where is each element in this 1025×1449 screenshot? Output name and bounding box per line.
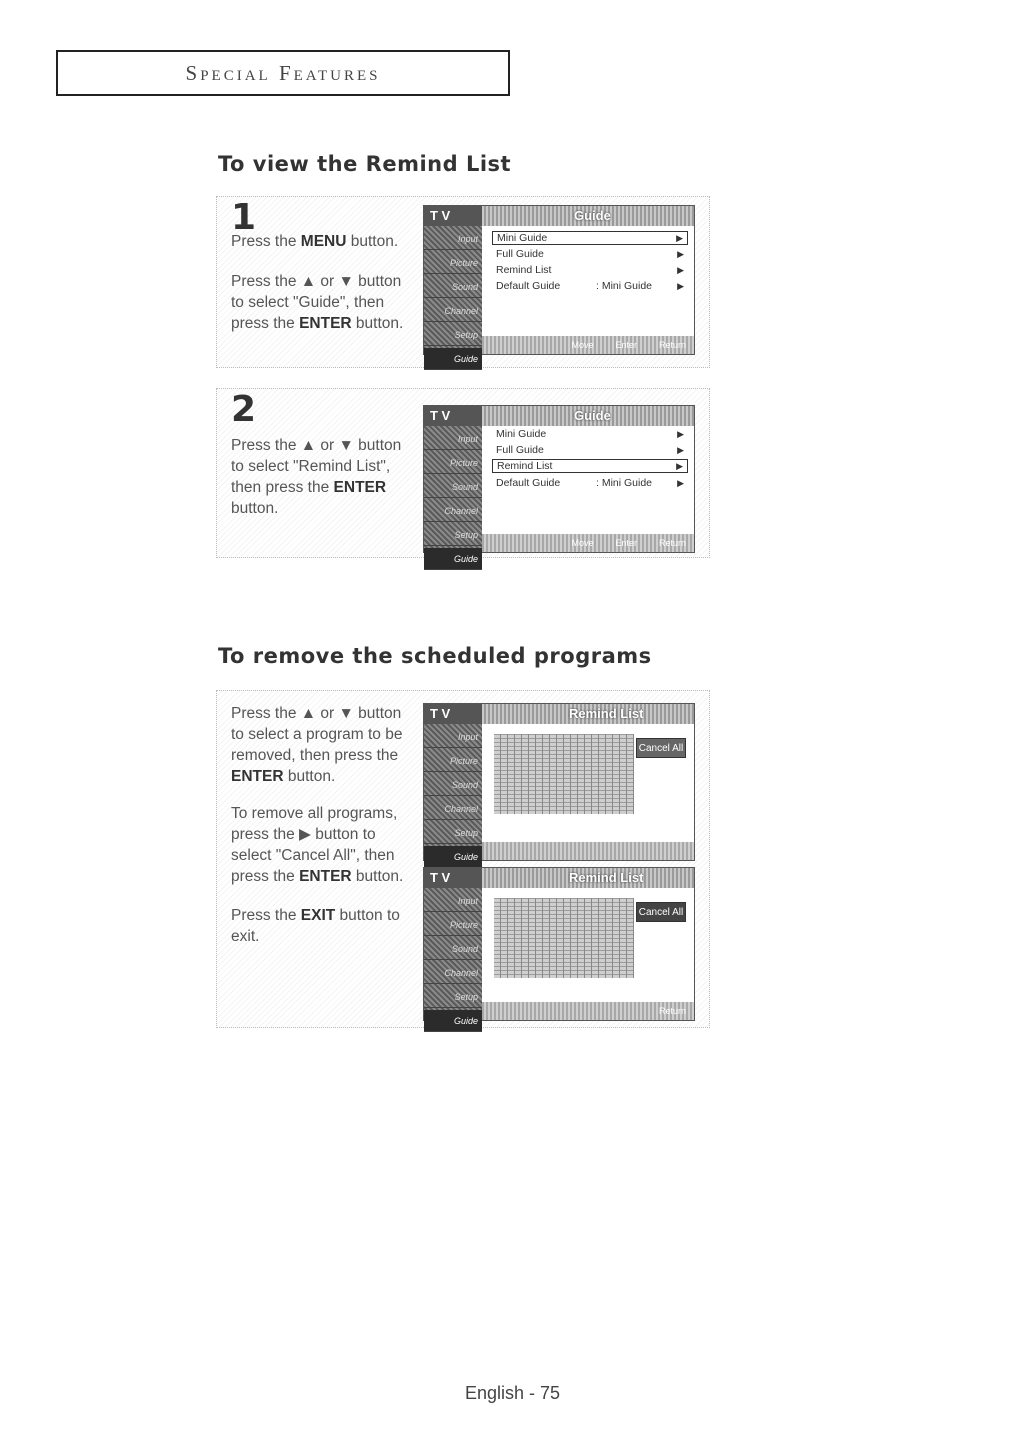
menu-item-mini-guide: Mini Guide ▶ [496, 428, 684, 440]
menu-item-remind-list: Remind List ▶ [496, 264, 684, 276]
side-item-setup: Setup [424, 822, 482, 844]
tv-side-menu [424, 226, 482, 364]
side-item-guide: Guide [424, 846, 482, 868]
tv-bottom-bar [482, 842, 694, 860]
arrow-right-icon: ▶ [677, 444, 684, 455]
remove-instruction-a: Press the ▲ or ▼ button to select a program to be removed, then press the ENTER button. [231, 705, 403, 785]
side-item-channel: Channel [424, 500, 482, 522]
tv-screen-remind-list [423, 867, 695, 1026]
tv-screen-guide [423, 405, 695, 564]
menu-item-default-guide: Default Guide : Mini Guide ▶ [496, 280, 684, 292]
remind-list-grid [494, 734, 634, 814]
step-1-instruction-b: Press the ▲ or ▼ button to select "Guide", then press the ENTER button. [231, 273, 404, 332]
return-hint: Return [658, 538, 686, 548]
side-item-input: Input [424, 890, 482, 912]
side-item-guide: Guide [424, 548, 482, 570]
side-item-picture: Picture [424, 914, 482, 936]
tv-screen-title: Remind List [569, 870, 644, 885]
enter-hint: Enter [615, 340, 637, 350]
side-item-picture: Picture [424, 252, 482, 274]
arrow-right-icon: ▶ [677, 264, 684, 275]
move-hint: Move [571, 340, 594, 350]
step-number: 2 [231, 389, 257, 430]
tv-side-menu [424, 888, 482, 1026]
tv-bottom-bar [482, 1002, 694, 1020]
section-title-remove-programs: To remove the scheduled programs [218, 644, 652, 668]
tv-side-menu [424, 724, 482, 860]
tv-side-menu [424, 426, 482, 564]
tv-screen-title: Guide [574, 208, 611, 223]
side-item-setup: Setup [424, 524, 482, 546]
arrow-right-icon: ▶ [677, 477, 684, 488]
step-2-instruction: Press the ▲ or ▼ button to select "Remind List", then press the ENTER button. [231, 437, 402, 517]
tv-bottom-bar [482, 534, 694, 552]
side-item-input: Input [424, 228, 482, 250]
cancel-all-button: Cancel All [636, 902, 686, 922]
tv-badge: T V [424, 206, 482, 226]
side-item-picture: Picture [424, 452, 482, 474]
step-2-panel [216, 388, 710, 564]
tv-screen-guide [423, 205, 695, 364]
side-item-channel: Channel [424, 962, 482, 984]
tv-badge: T V [424, 868, 482, 888]
menu-item-remind-list: Remind List ▶ [492, 459, 688, 473]
step-1-instruction-a: Press the MENU button. [231, 233, 399, 250]
move-hint: Move [571, 538, 594, 548]
tv-screen-title: Guide [574, 408, 611, 423]
tv-badge: T V [424, 704, 482, 724]
page-number: English - 75 [464, 1383, 561, 1403]
return-hint: Return [658, 1006, 686, 1016]
enter-hint: Enter [615, 538, 637, 548]
tv-screen-remind-list [423, 703, 695, 861]
side-item-channel: Channel [424, 798, 482, 820]
side-item-sound: Sound [424, 476, 482, 498]
arrow-right-icon: ▶ [677, 248, 684, 259]
side-item-guide: Guide [424, 1010, 482, 1032]
arrow-right-icon: ▶ [676, 460, 683, 471]
side-item-setup: Setup [424, 986, 482, 1008]
return-hint: Return [658, 340, 686, 350]
side-item-sound: Sound [424, 276, 482, 298]
menu-item-full-guide: Full Guide ▶ [496, 444, 684, 456]
arrow-right-icon: ▶ [677, 428, 684, 439]
step-1-panel [216, 196, 710, 368]
remove-instruction-c: Press the EXIT button to exit. [231, 907, 400, 945]
arrow-right-icon: ▶ [676, 232, 683, 243]
side-item-setup: Setup [424, 324, 482, 346]
cancel-all-button: Cancel All [636, 738, 686, 758]
side-item-guide: Guide [424, 348, 482, 370]
side-item-input: Input [424, 726, 482, 748]
remove-instruction-b: To remove all programs, press the ▶ button to select "Cancel All", then press the ENTER button. [231, 805, 404, 885]
step-number: 1 [231, 197, 257, 238]
section-header: Special Features [56, 50, 510, 96]
side-item-channel: Channel [424, 300, 482, 322]
section-title-view-remind-list: To view the Remind List [218, 152, 512, 176]
remind-list-grid [494, 898, 634, 978]
remove-programs-panel [216, 690, 710, 1028]
side-item-input: Input [424, 428, 482, 450]
tv-badge: T V [424, 406, 482, 426]
tv-screen-title: Remind List [569, 706, 644, 721]
menu-item-default-guide: Default Guide : Mini Guide ▶ [496, 477, 684, 489]
menu-item-mini-guide: Mini Guide ▶ [492, 231, 688, 245]
side-item-sound: Sound [424, 938, 482, 960]
tv-bottom-bar [482, 336, 694, 354]
menu-item-full-guide: Full Guide ▶ [496, 248, 684, 260]
side-item-picture: Picture [424, 750, 482, 772]
arrow-right-icon: ▶ [677, 280, 684, 291]
side-item-sound: Sound [424, 774, 482, 796]
